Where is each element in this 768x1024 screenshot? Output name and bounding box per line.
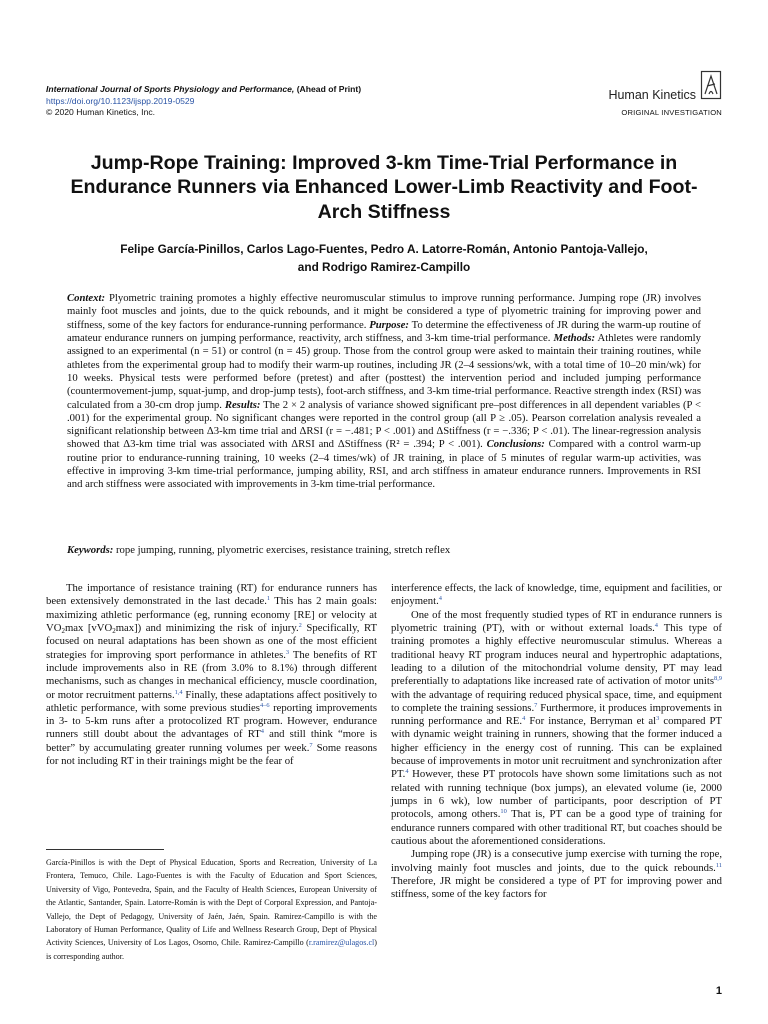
- citation-ref[interactable]: 4: [522, 715, 526, 723]
- citation-ref[interactable]: 2: [298, 621, 302, 629]
- abstract-results: The 2 × 2 analysis of variance showed significant pre–post differences in all dependent variables (P < .001) for the experimental group. No significant changes were reported in the control group (all P ≥ .05). Pearson correlation analysis revealed a significant relationship between Δ3-km time trial and ΔRSI (r = −.481; P < .001) and ΔStiffness (r = −.336; P < .01). The linear-regression analysis showed that Δ3-km time trial was associated with ΔRSI and ΔStiffness (R² = .394; P < .001).: [67, 398, 701, 451]
- citation-ref[interactable]: 7: [309, 741, 313, 749]
- text: compared PT with dynamic weight training in runners, showing that the former induced a higher efficiency in the energy cost of running. This can be explained because of improvements in motor unit recruitment and synchronization after PT.: [391, 715, 722, 781]
- human-kinetics-logo-icon: [700, 70, 722, 100]
- text: and still think “more is better” by accumulating greater running volumes per week.: [46, 728, 377, 754]
- citation-ref[interactable]: 8,9: [714, 675, 722, 683]
- text: The importance of resistance training (RT) for endurance runners has been extensively demonstrated in the last decade.: [46, 582, 377, 608]
- footnote-divider: [46, 849, 164, 850]
- article-title: Jump-Rope Training: Improved 3-km Time-Trial Performance in Endurance Runners via Enhanced Lower-Limb Reactivity and Foot-Arch Stiffness: [70, 152, 698, 223]
- abstract-purpose: To determine the effectiveness of JR during the warm-up routine of amateur endurance runners on jumping performance, reactivity, arch stiffness, and 3-km time-trial performance.: [67, 318, 701, 344]
- text: with the advantage of requiring reduced physical space, time, and equipment to complete the training sessions.: [391, 688, 722, 714]
- citation-ref[interactable]: 1,4: [174, 688, 183, 696]
- text: interference effects, the lack of knowledge, time, equipment and facilities, or enjoyment.: [391, 582, 722, 608]
- text: That is, PT can be a good type of training for endurance runners compared with other traditional RT, but coaches should be cautious about the aforementioned considerations.: [391, 808, 723, 847]
- body-paragraph: [46, 582, 377, 768]
- doi-link[interactable]: https://doi.org/10.1123/ijspp.2019-0529: [46, 95, 195, 106]
- text: This has 2 main goals: maximizing athletic performance (eg, running economy [RE] or velocity at VO: [46, 595, 378, 634]
- page-number: 1: [715, 985, 722, 997]
- affiliation-text: García-Pinillos is with the Dept of Physical Education, Sports and Recreation, University of La Frontera, Temuco, Chile. Lago-Fuentes is with the Faculty of Education and Sport Sciences, University of Vigo, Pontevedra, Spain, and the Faculty of Health Sciences, European University of the Atlantic, Santander, Spain. Latorre-Román is with the Dept of Corporal Expression, and Pantoja-Vallejo, the Dept of Pedagogy, University of Jaén, Jaén, Spain. Ramirez-Campillo is with the Laboratory of Human Performance, Quality of Life and Wellness Research Group, Dept of Physical Activity Sciences, University of Los Lagos, Osorno, Chile. Ramirez-Campillo (: [46, 858, 377, 948]
- abstract-purpose-label: Purpose:: [369, 318, 409, 331]
- copyright: © 2020 Human Kinetics, Inc.: [46, 107, 156, 118]
- text: Finally, these adaptations affect positively to athletic performance, with some previous studies: [46, 688, 377, 714]
- text: One of the most frequently studied types of RT in endurance runners is plyometric training (PT), with or without external loads.: [391, 608, 722, 634]
- citation-ref[interactable]: 4: [654, 621, 658, 629]
- citation-ref[interactable]: 3: [285, 648, 290, 656]
- abstract-methods: Athletes were randomly assigned to an experimental (n = 51) or control (n = 45) group. Those from the control group were asked to maintain their training routines, while athletes from the experimental group had to modify their warm-up routines, including JR (2–4 sessions/wk, with a total time of 10–20 min/wk) for 10 weeks. Physical tests were performed before (pretest) and after (posttest) the intervention period and included jumping performance (countermovement-jump, squat-jump, and drop-jump tests), foot-arch stiffness, and 3-km time-trial performance. Reactive strength index (RSI) was calculated from a 30-cm drop jump.: [67, 331, 701, 411]
- abstract-conclusions: Compared with a control warm-up routine prior to endurance-running training, 10 weeks (2–4 times/wk) of JR training, in place of 5 minutes of regular warm-up activities, was effective in improving 3-km time-trial performance, jumping ability, RSI, and arch stiffness in amateur endurance runners. Improvements in RSI and arch stiffness were associated with improvements in 3-km time-trial performance.: [67, 438, 701, 491]
- body-paragraph: [391, 609, 722, 849]
- abstract-methods-label: Methods:: [553, 331, 596, 344]
- publisher-name: Human Kinetics: [608, 88, 696, 102]
- journal-citation: [46, 84, 361, 96]
- text: This type of training promotes a highly effective neuromuscular stimulus. Whereas a traditional heavy RT program induces neural and hypertrophic adaptations, leading to a dilution of the mitochondrial volume density, PT may lead preferentially to adaptations like increased rate of activation of motor units: [391, 621, 722, 688]
- abstract-context: Plyometric training promotes a highly effective neuromuscular stimulus to improve running performance. Jumping rope (JR) involves mainly foot muscles and joints, due to the quick rebounds, and it might be considered a type of plyometric training for improving power and stiffness, some of the key factors for endurance-running performance.: [67, 292, 701, 331]
- affiliation-text-end: ) is corresponding author.: [46, 938, 377, 961]
- keywords: [67, 544, 701, 557]
- citation-ref[interactable]: 4: [438, 595, 442, 603]
- citation-ref[interactable]: 11: [715, 861, 722, 869]
- text: For instance, Berryman et al: [525, 715, 657, 728]
- text: max [vVO: [64, 621, 113, 634]
- citation-ref[interactable]: 10: [500, 808, 507, 816]
- journal-name: International Journal of Sports Physiology and Performance,: [46, 84, 295, 94]
- author-list: [60, 241, 708, 276]
- keywords-label: Keywords:: [67, 544, 114, 556]
- text: Jumping rope (JR) is a consecutive jump exercise with turning the rope, involving mainly foot muscles and joints, due to the quick rebounds.: [391, 848, 722, 874]
- subscript: 2: [61, 626, 65, 635]
- text: Therefore, JR might be considered a type of PT for improving power and stiffness, some of the key factors for: [391, 874, 722, 901]
- citation-ref[interactable]: 7: [534, 701, 538, 709]
- text: Some reasons for not including RT in their trainings might be the fear of: [46, 741, 377, 768]
- abstract-conclusions-label: Conclusions:: [486, 438, 545, 451]
- abstract-results-label: Results:: [224, 398, 261, 411]
- body-paragraph: [391, 848, 722, 901]
- keywords-list: rope jumping, running, plyometric exercises, resistance training, stretch reflex: [113, 544, 451, 556]
- text: reporting improvements in 3- to 5-km runs after a protocolized RT program. However, endurance runners still doubt about the advantages of RT: [46, 701, 377, 741]
- text: max]) and minimizing the risk of injury.: [115, 621, 299, 634]
- abstract: [67, 292, 701, 492]
- abstract-context-label: Context:: [67, 292, 106, 304]
- authors-line-2: and Rodrigo Ramirez-Campillo: [297, 259, 471, 274]
- subscript: 2: [112, 626, 116, 635]
- body-column-right: [391, 582, 722, 902]
- citation-ref[interactable]: 4: [405, 768, 409, 776]
- author-affiliations: [46, 856, 377, 963]
- text: However, these PT protocols have shown some limitations such as not related with running technique (box jumps), an elevated volume (ie, 2000 jumps in 6 wk), low number of participants, poor description of PT protocols, among others.: [391, 768, 722, 821]
- publisher-block: [608, 72, 722, 117]
- text: Specifically, RT focused on neural adaptations has been shown as one of the most efficient strategies for improving sport performance in athletes.: [46, 621, 377, 661]
- publisher-logo: [608, 72, 722, 102]
- corresponding-email-link[interactable]: r.ramirez@ulagos.cl: [308, 938, 375, 948]
- citation-ref[interactable]: 4–6: [259, 701, 270, 709]
- text: The benefits of RT include improvements also in RE (from 3.0% to 8.1%) through different mechanisms, such as changes in mechanical efficiency, muscle coordination, or motor recruitment patterns.: [46, 648, 378, 701]
- citation-ref[interactable]: 4: [260, 728, 264, 736]
- authors-line-1: Felipe García-Pinillos, Carlos Lago-Fuentes, Pedro A. Latorre-Román, Antonio Pantoja-Vallejo,: [120, 242, 648, 256]
- journal-status: (Ahead of Print): [294, 84, 362, 94]
- text: Furthermore, it produces improvements in running performance and RE.: [391, 701, 722, 728]
- body-paragraph: [391, 582, 722, 609]
- article-type: ORIGINAL INVESTIGATION: [621, 108, 722, 117]
- citation-ref[interactable]: 3: [656, 715, 660, 723]
- citation-ref[interactable]: 1: [266, 595, 271, 603]
- running-header: [46, 84, 361, 119]
- body-column-left: [46, 582, 377, 768]
